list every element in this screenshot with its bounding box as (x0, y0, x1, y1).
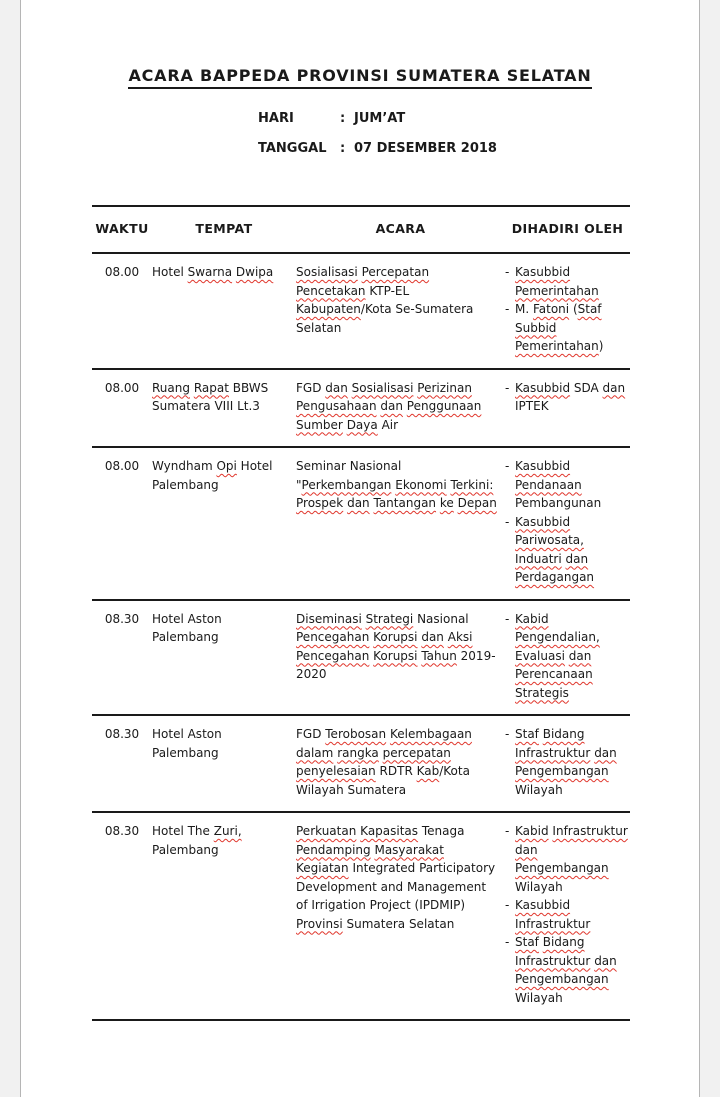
table-row (92, 716, 630, 813)
misspelled-word: Pendanaan (515, 477, 582, 492)
cell-waktu: 08.00 (104, 380, 140, 395)
misspelled-word: Kasubbid (515, 265, 571, 279)
cell-acara: Diseminasi Strategi Nasional Pencegahan Korupsi dan Aksi Pencegahan Korupsi Tahun 2019-2020 (296, 611, 496, 681)
misspelled-word: Subbid (515, 320, 557, 335)
table-row (92, 448, 630, 601)
attendee-item (505, 610, 630, 703)
table-row (92, 254, 630, 370)
attendee-text: M. Fatoni (Staf Subbid Pemerintahan) (515, 302, 604, 353)
misspelled-word: Percepatan (361, 265, 430, 279)
misspelled-word: Infrastruktur (552, 824, 628, 838)
misspelled-word: Evaluasi (515, 648, 565, 663)
attendee-dash: - (505, 727, 510, 741)
misspelled-word: Provinsi (296, 916, 343, 931)
misspelled-word: Penggunaan (406, 399, 482, 413)
misspelled-word: Masyarakat (374, 842, 444, 857)
misspelled-word: dan (568, 648, 592, 663)
misspelled-word: dan (565, 551, 589, 566)
meta-row-hari (258, 111, 699, 127)
table-row (92, 813, 630, 1021)
misspelled-word: Korupsi (373, 648, 418, 663)
misspelled-word: Bidang (542, 935, 585, 949)
misspelled-word: Kapasitas (360, 824, 419, 838)
schedule-table (92, 205, 630, 1021)
table-header-row (92, 207, 630, 254)
misspelled-word: Swarna (187, 265, 233, 279)
misspelled-word: Fatoni (532, 302, 570, 316)
attendee-text (515, 610, 630, 703)
attendee-dash: - (505, 302, 510, 316)
attendee-item (505, 822, 630, 896)
column-header-dihadiri-oleh: DIHADIRI OLEH (511, 221, 624, 236)
misspelled-word: rangka (337, 745, 379, 760)
attendee-text (515, 513, 630, 587)
misspelled-word: Kabupaten (296, 302, 361, 316)
misspelled-word: Infrastruktur (515, 745, 591, 760)
attendee-text: Kasubbid Pendanaan Pembangunan (515, 459, 602, 510)
attendee-dash: - (505, 459, 510, 473)
misspelled-word: Aksi (447, 630, 473, 644)
misspelled-word: Perizinan (417, 380, 472, 395)
misspelled-word: dan (594, 953, 617, 968)
misspelled-word: penyelesaian (296, 764, 376, 778)
misspelled-word: Kelembagaan (389, 727, 472, 741)
misspelled-word: Opi (216, 459, 237, 473)
misspelled-word: dan (594, 745, 617, 760)
misspelled-word: Rapat (193, 380, 229, 395)
page-title: ACARA BAPPEDA PROVINSI SUMATERA SELATAN (128, 66, 591, 89)
misspelled-word: Dwipa (235, 265, 274, 279)
attendee-item (505, 379, 630, 416)
misspelled-word: percepatan (382, 745, 451, 760)
misspelled-word: Pendamping (296, 842, 371, 857)
meta-block (258, 111, 699, 157)
meta-colon: : (340, 111, 346, 126)
misspelled-word: Kasubbid (515, 459, 571, 473)
misspelled-word: Kasubbid (515, 380, 571, 395)
cell-acara: Sosialisasi Percepatan Pencetakan KTP-EL Kabupaten/Kota Se-Sumatera Selatan (296, 265, 474, 335)
misspelled-word: Kegiatan (296, 861, 349, 875)
cell-waktu: 08.00 (104, 265, 140, 279)
attendee-dash: - (505, 935, 510, 949)
misspelled-word: Terobosan (325, 727, 387, 741)
attendee-dash: - (505, 824, 510, 838)
attendee-item (505, 300, 630, 356)
misspelled-word: Kabid (515, 611, 549, 626)
cell-acara: FGD dan Sosialisasi Perizinan Pengusahaan dan Penggunaan Sumber Daya Air (296, 380, 482, 432)
attendee-text (515, 263, 630, 300)
misspelled-word: Sosialisasi (296, 265, 358, 279)
column-header-waktu: WAKTU (95, 221, 149, 236)
cell-dihadiri (505, 725, 630, 799)
misspelled-word: Kab (416, 764, 440, 778)
cell-acara: FGD Terobosan Kelembagaan dalam rangka percepatan penyelesaian RDTR Kab/Kota Wilayah Sumatera (296, 727, 472, 797)
misspelled-word: Perdagangan (515, 570, 595, 584)
attendee-item (505, 513, 630, 587)
misspelled-word: Zuri, (213, 824, 242, 838)
misspelled-word: Sumber (296, 417, 343, 432)
cell-acara: Seminar Nasional "Perkembangan Ekonomi Terkini: Prospek dan Tantangan ke Depan (296, 459, 497, 510)
attendee-item (505, 725, 630, 799)
misspelled-word: dan (325, 380, 348, 395)
misspelled-word: Staf (577, 302, 602, 316)
misspelled-word: Staf (515, 935, 539, 949)
misspelled-word: Diseminasi (296, 611, 362, 626)
meta-row-tanggal (258, 141, 699, 157)
attendee-item (505, 263, 630, 300)
misspelled-word: Pemerintahan (515, 339, 599, 353)
misspelled-word: Pengembangan (515, 972, 609, 986)
meta-value-hari: JUM’AT (354, 111, 406, 126)
meta-value-tanggal: 07 DESEMBER 2018 (354, 141, 497, 156)
table-body (92, 254, 630, 1021)
attendee-text: Kasubbid SDA dan IPTEK (515, 380, 626, 413)
misspelled-word: ke (439, 496, 454, 510)
meta-label-tanggal: TANGGAL (258, 141, 327, 156)
misspelled-word: dan (421, 630, 444, 644)
misspelled-word: Ekonomi (395, 477, 447, 492)
cell-tempat: Hotel Aston Palembang (152, 611, 222, 644)
misspelled-word: Infrastruktur (515, 916, 591, 931)
attendee-text: Staf Bidang Infrastruktur dan Pengembangan Wilayah (515, 727, 617, 797)
meta-colon: : (340, 141, 346, 156)
misspelled-word: dalam (296, 745, 334, 760)
misspelled-word: Perencanaan (515, 667, 593, 681)
misspelled-word: Ruang (152, 380, 190, 395)
attendee-item (505, 933, 630, 1007)
misspelled-word: Tantangan (373, 496, 437, 510)
attendee-item (505, 457, 630, 513)
cell-tempat: Wyndham Opi Hotel Palembang (152, 459, 273, 492)
misspelled-word: Pencegahan (296, 648, 370, 663)
misspelled-word: dan (347, 496, 370, 510)
misspelled-word: dan (380, 399, 403, 413)
misspelled-word: Pengendalian, (515, 630, 600, 644)
misspelled-word: dan (515, 842, 538, 857)
cell-waktu: 08.30 (104, 727, 140, 741)
cell-dihadiri (505, 822, 630, 1007)
misspelled-word: Prospek (296, 496, 344, 510)
attendee-text (515, 896, 630, 933)
misspelled-word: Strategi (365, 611, 414, 626)
attendee-item (505, 896, 630, 933)
misspelled-word: Depan (457, 496, 497, 510)
misspelled-word: Bidang (542, 727, 585, 741)
misspelled-word: Induatri (515, 551, 562, 566)
attendee-dash: - (505, 380, 510, 395)
misspelled-word: Tahun (421, 648, 457, 663)
column-header-tempat: TEMPAT (195, 221, 253, 236)
attendee-text: Kabid Infrastruktur dan Pengembangan Wilayah (515, 824, 628, 894)
cell-waktu: 08.00 (104, 459, 140, 473)
cell-dihadiri (505, 457, 630, 587)
meta-label-hari: HARI (258, 111, 294, 126)
table-row (92, 601, 630, 717)
cell-tempat: Hotel Aston Palembang (152, 727, 222, 760)
attendee-text: Staf Bidang Infrastruktur dan Pengembangan Wilayah (515, 935, 617, 1005)
cell-dihadiri (505, 263, 630, 356)
misspelled-word: Perkuatan (296, 824, 357, 838)
misspelled-word: Infrastruktur (515, 953, 591, 968)
misspelled-word: Pemerintahan (515, 283, 599, 298)
cell-tempat: Ruang Rapat BBWS Sumatera VIII Lt.3 (152, 380, 269, 413)
column-header-acara: ACARA (375, 221, 426, 236)
attendee-dash: - (505, 611, 510, 626)
misspelled-word: Kasubbid (515, 898, 571, 912)
misspelled-word: Kabid (515, 824, 549, 838)
cell-tempat: Hotel The Zuri, Palembang (152, 824, 242, 857)
misspelled-word: Staf (515, 727, 539, 741)
cell-tempat: Hotel Swarna Dwipa (152, 265, 274, 279)
misspelled-word: Pengembangan (515, 764, 609, 778)
cell-acara: Perkuatan Kapasitas Tenaga Pendamping Masyarakat Kegiatan Integrated Participatory Development and Management of Irrigation Project (IPDMIP) Provinsi Sumatera Selatan (296, 824, 496, 931)
cell-waktu: 08.30 (104, 824, 140, 838)
misspelled-word: dan (602, 380, 626, 395)
misspelled-word: Daya (346, 417, 378, 432)
table-row (92, 370, 630, 449)
misspelled-word: Pengusahaan (296, 399, 377, 413)
attendee-dash: - (505, 265, 510, 279)
misspelled-word: Pariwosata, (515, 533, 584, 547)
cell-waktu: 08.30 (104, 611, 140, 626)
title-container (21, 66, 699, 89)
misspelled-word: Strategis (515, 685, 569, 700)
document-page (20, 0, 700, 1097)
cell-dihadiri (505, 379, 630, 435)
misspelled-word: Korupsi (373, 630, 418, 644)
misspelled-word: Terkini: (450, 477, 494, 492)
misspelled-word: Kasubbid (515, 514, 571, 529)
misspelled-word: Pencegahan (296, 630, 370, 644)
misspelled-word: Pengembangan (515, 861, 609, 875)
cell-dihadiri (505, 610, 630, 703)
misspelled-word: Pencetakan (296, 283, 366, 298)
misspelled-word: Perkembangan (301, 477, 392, 492)
attendee-dash: - (505, 514, 510, 529)
attendee-dash: - (505, 898, 510, 912)
misspelled-word: Sosialisasi (351, 380, 414, 395)
